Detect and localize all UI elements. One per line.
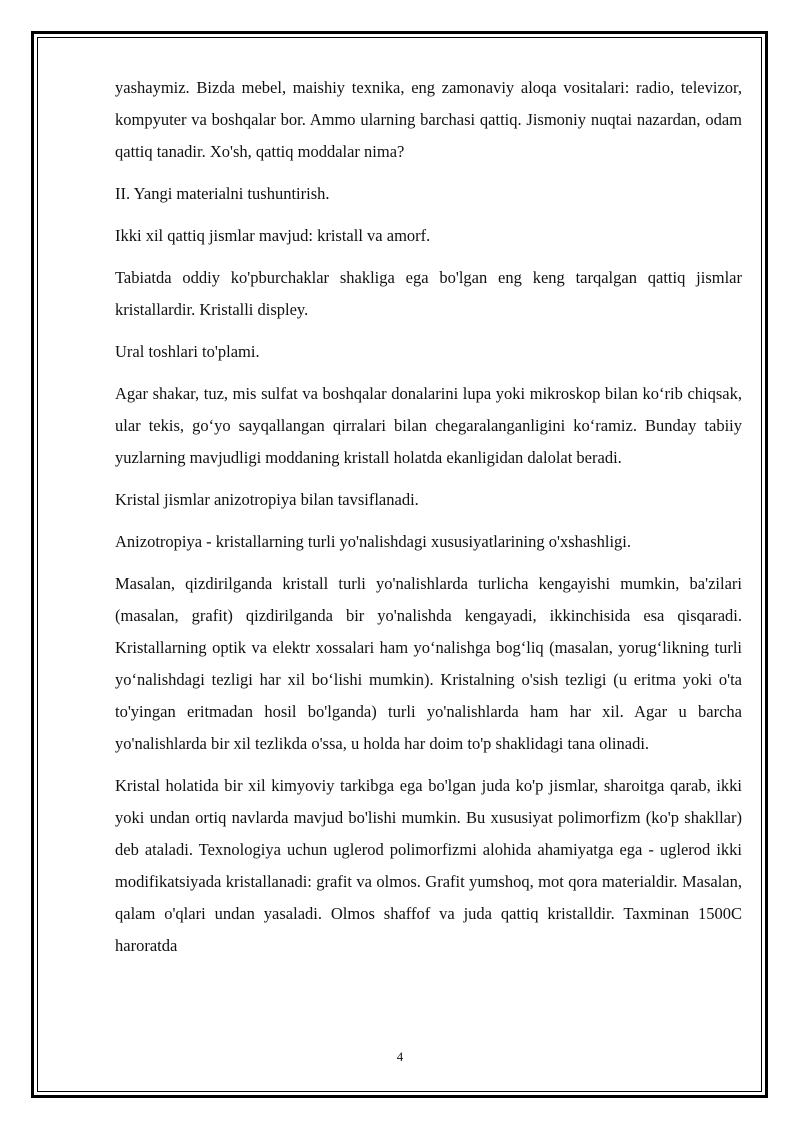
paragraph-4: Ural toshlari to'plami. — [115, 342, 260, 361]
document-body — [115, 72, 742, 972]
paragraph-7: Anizotropiya - kristallarning turli yo'nalishdagi xususiyatlarining o'xshashligi. — [115, 532, 631, 551]
paragraph-9: Kristal holatida bir xil kimyoviy tarkibga ega bo'lgan juda ko'p jismlar, sharoitga qarab, ikki yoki undan ortiq navlarda mavjud bo'lishi mumkin. Bu xususiyat polimorfizm (ko'p shakllar) deb ataladi. Texnologiya uchun uglerod polimorfizmi alohida ahamiyatga ega - uglerod ikki modifikatsiyada kristallanadi: grafit va olmos. Grafit yumshoq, mot qora materialdir. Masalan, qalam o'qlari undan yasaladi. Olmos shaffof va juda qattiq kristalldir. Taxminan 1500C haroratda — [115, 776, 742, 955]
page-number: 4 — [396, 1049, 404, 1064]
paragraph-5: Agar shakar, tuz, mis sulfat va boshqalar donalarini lupa yoki mikroskop bilan ko‘rib chiqsak, ular tekis, go‘yo sayqallangan qirralari bilan chegaralanganligini ko‘ramiz. Bunday tabiiy yuzlarning mavjudligi moddaning kristall holatda ekanligidan dalolat beradi. — [115, 384, 742, 467]
paragraph-8: Masalan, qizdirilganda kristall turli yo'nalishlarda turlicha kengayishi mumkin, ba'zilari (masalan, grafit) qizdirilganda bir yo'nalishda kengayadi, ikkinchisida esa qisqaradi. Kristallarning optik va elektr xossalari ham yo‘nalishga bog‘liq (masalan, yorug‘likning turli yo‘nalishdagi tezligi har xil bo‘lishi mumkin). Kristalning o'sish tezligi (u eritma yoki o'ta to'yingan eritmadan hosil bo'lganda) turli yo'nalishlarda ham har xil. Agar u barcha yo'nalishlarda bir xil tezlikda o'ssa, u holda har doim to'p shaklidagi tana olinadi. — [115, 574, 742, 753]
section-heading: II. Yangi materialni tushuntirish. — [115, 184, 330, 203]
paragraph-2: Ikki xil qattiq jismlar mavjud: kristall va amorf. — [115, 226, 431, 245]
paragraph-6: Kristal jismlar anizotropiya bilan tavsiflanadi. — [115, 490, 419, 509]
paragraph-3: Tabiatda oddiy ko'pburchaklar shakliga ega bo'lgan eng keng tarqalgan qattiq jismlar kristallardir. Kristalli displey. — [115, 268, 742, 319]
paragraph-1: yashaymiz. Bizda mebel, maishiy texnika, eng zamonaviy aloqa vositalari: radio, televizor, kompyuter va boshqalar bor. Ammo ularning barchasi qattiq. Jismoniy nuqtai nazardan, odam qattiq tanadir. Xo'sh, qattiq moddalar nima? — [115, 78, 742, 161]
